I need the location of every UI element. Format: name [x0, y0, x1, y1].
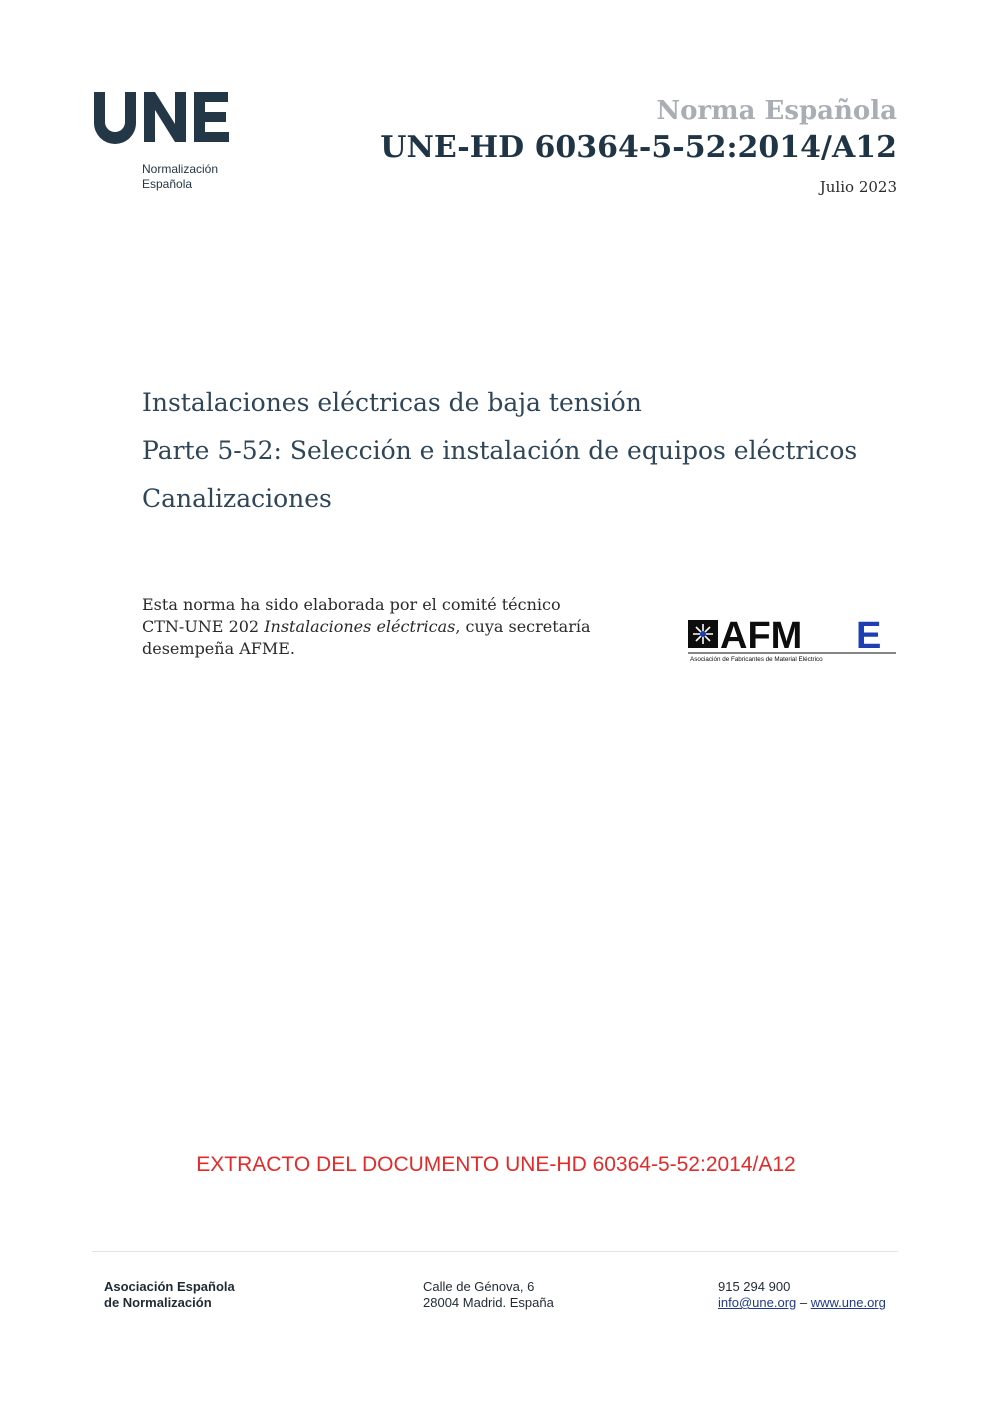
footer-phone: 915 294 900 — [718, 1279, 791, 1294]
footer-contact — [718, 1279, 886, 1311]
footer-org-line-2: de Normalización — [104, 1295, 212, 1310]
footer-links — [718, 1295, 886, 1311]
standard-code: UNE-HD 60364-5-52:2014/A12 — [380, 130, 897, 165]
afme-tagline: Asociación de Fabricantes de Material Eléctrico — [690, 656, 823, 663]
footer-divider — [92, 1251, 898, 1252]
title-line-1: Instalaciones eléctricas de baja tensión — [142, 388, 642, 417]
email-link[interactable]: info@une.org — [718, 1295, 797, 1310]
une-logo — [92, 88, 252, 198]
committee-prefix: CTN-UNE 202 — [142, 617, 265, 636]
committee-line-3: desempeña AFME. — [142, 639, 296, 658]
committee-note — [142, 594, 642, 660]
publication-date: Julio 2023 — [819, 178, 897, 196]
committee-line-2 — [142, 616, 642, 638]
afme-e: E — [856, 615, 882, 657]
logo-line-espanola: Española — [142, 177, 193, 191]
footer-organization — [104, 1279, 235, 1311]
afme-logo-mark — [686, 614, 898, 664]
footer-link-separator: – — [796, 1295, 811, 1310]
title-line-3: Canalizaciones — [142, 484, 332, 513]
une-logo-mark — [92, 88, 232, 144]
footer-address-line-1: Calle de Génova, 6 — [423, 1279, 535, 1294]
committee-name: Instalaciones eléctricas — [264, 617, 456, 636]
afme-text: AFM — [720, 615, 803, 657]
website-link[interactable]: www.une.org — [810, 1295, 886, 1310]
footer-address-line-2: 28004 Madrid. España — [423, 1295, 554, 1310]
committee-line-1: Esta norma ha sido elaborada por el comité técnico — [142, 595, 561, 614]
footer-address — [423, 1279, 554, 1311]
afme-logo — [686, 614, 898, 664]
extract-notice: EXTRACTO DEL DOCUMENTO UNE-HD 60364-5-52:2014/A12 — [196, 1153, 796, 1176]
title-line-2: Parte 5-52: Selección e instalación de equipos eléctricos — [142, 436, 858, 465]
footer-org-line-1: Asociación Española — [104, 1279, 235, 1294]
logo-line-normalizacion: Normalización — [142, 162, 219, 176]
committee-suffix: , cuya secretaría — [455, 617, 591, 636]
header-kicker: Norma Española — [656, 96, 897, 126]
